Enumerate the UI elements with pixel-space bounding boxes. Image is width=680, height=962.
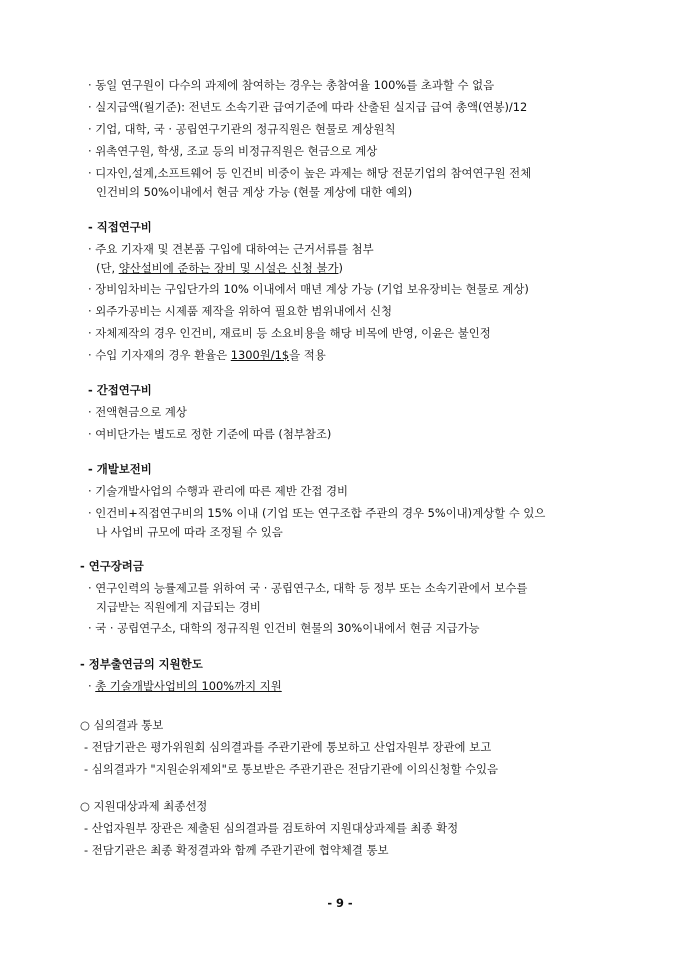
bullet-incentive-purpose-cont: 지급받는 직원에게 지급되는 경비 [96, 600, 261, 614]
heading-direct-cost: - 직접연구비 [88, 220, 152, 234]
bullet-self-production: · 자체제작의 경우 인건비, 재료비 등 소요비용을 해당 비목에 반영, 이윤은 불인정 [88, 326, 491, 340]
note-underlined: 양산설비에 준하는 장비 및 시설은 신청 불가 [118, 261, 339, 275]
bullet-design-exception-cont: 인건비의 50%이내에서 현금 계상 가능 (현물 계상에 대한 예외) [96, 185, 413, 199]
bullet-full-cash: · 전액현금으로 계상 [88, 405, 187, 419]
bullet-incentive-purpose: · 연구인력의 능률제고를 위하여 국 · 공립연구소, 대학 등 정부 또는 소속기관에서 보수를 [88, 581, 528, 595]
item-review-objection: - 심의결과가 "지원순위제외"로 통보받은 주관기관은 전담기관에 이의신청할 수있음 [84, 762, 499, 776]
page-number: - 9 - [327, 896, 353, 910]
rate-suffix: 을 적용 [289, 348, 326, 362]
bullet-actual-pay: · 실지급액(월기준): 전년도 소속기관 급여기준에 따라 산출된 실지급 급여 총액(연봉)/12 [88, 100, 528, 114]
heading-final-selection: ○ 지원대상과제 최종선정 [80, 799, 208, 813]
bullet-contract-staff-cash: · 위촉연구원, 학생, 조교 등의 비정규직원은 현금으로 계상 [88, 144, 378, 158]
heading-support-limit: - 정부출연금의 지원한도 [80, 657, 203, 671]
bullet-participation-limit: · 동일 연구원이 다수의 과제에 참여하는 경우는 총참여율 100%를 초과할 수 없음 [88, 78, 495, 92]
bullet-equipment-docs: · 주요 기자재 및 견본품 구입에 대하여는 근거서류를 첨부 [88, 242, 374, 256]
bullet-reserve-limit: · 인건비+직접연구비의 15% 이내 (기업 또는 연구조합 주관의 경우 5%이내)계상할 수 있으 [88, 506, 546, 520]
note-prefix: (단, [96, 261, 119, 275]
bullet-regular-staff-in-kind: · 기업, 대학, 국 · 공립연구기관의 정규직원은 현물로 계상원칙 [88, 122, 396, 136]
limit-underlined: 총 기술개발사업비의 100%까지 지원 [95, 679, 282, 693]
heading-indirect-cost: - 간접연구비 [88, 383, 152, 397]
rate-prefix: · 수입 기자재의 경우 환율은 [88, 348, 231, 362]
bullet-travel-rate: · 여비단가는 별도로 정한 기준에 따름 (첨부참조) [88, 427, 332, 441]
rate-underlined: 1300원/1$ [230, 348, 290, 362]
bullet-overhead: · 기술개발사업의 수행과 관리에 따른 제반 간접 경비 [88, 484, 349, 498]
bullet-equipment-note [96, 259, 343, 277]
bullet-exchange-rate [88, 346, 326, 364]
heading-review-notice: ○ 심의결과 통보 [80, 718, 164, 732]
bullet-reserve-limit-cont: 나 사업비 규모에 따라 조정될 수 있음 [96, 525, 283, 539]
heading-reserve-cost: - 개발보전비 [88, 462, 152, 476]
item-final-confirm: - 산업자원부 장관은 제출된 심의결과를 검토하여 지원대상과제를 최종 확정 [84, 821, 459, 835]
item-agreement-notice: - 전담기관은 최종 확정결과와 함께 주관기관에 협약체결 통보 [84, 843, 389, 857]
bullet-support-limit [88, 677, 282, 695]
bullet-design-exception: · 디자인,설계,소프트웨어 등 인건비 비중이 높은 과제는 해당 전문기업의 참여연구원 전체 [88, 166, 532, 180]
bullet-incentive-limit: · 국 · 공립연구소, 대학의 정규직원 인건비 현물의 30%이내에서 현금 지급가능 [88, 621, 480, 635]
bullet-outsourcing: · 외주가공비는 시제품 제작을 위하여 필요한 범위내에서 신청 [88, 304, 393, 318]
heading-incentive: - 연구장려금 [80, 559, 144, 573]
item-review-report: - 전담기관은 평가위원회 심의결과를 주관기관에 통보하고 산업자원부 장관에 보고 [84, 740, 492, 754]
note-suffix: ) [338, 261, 343, 275]
bullet-equipment-rental: · 장비임차비는 구입단가의 10% 이내에서 매년 계상 가능 (기업 보유장비는 현물로 계상) [88, 282, 529, 296]
limit-prefix: · [88, 679, 96, 693]
